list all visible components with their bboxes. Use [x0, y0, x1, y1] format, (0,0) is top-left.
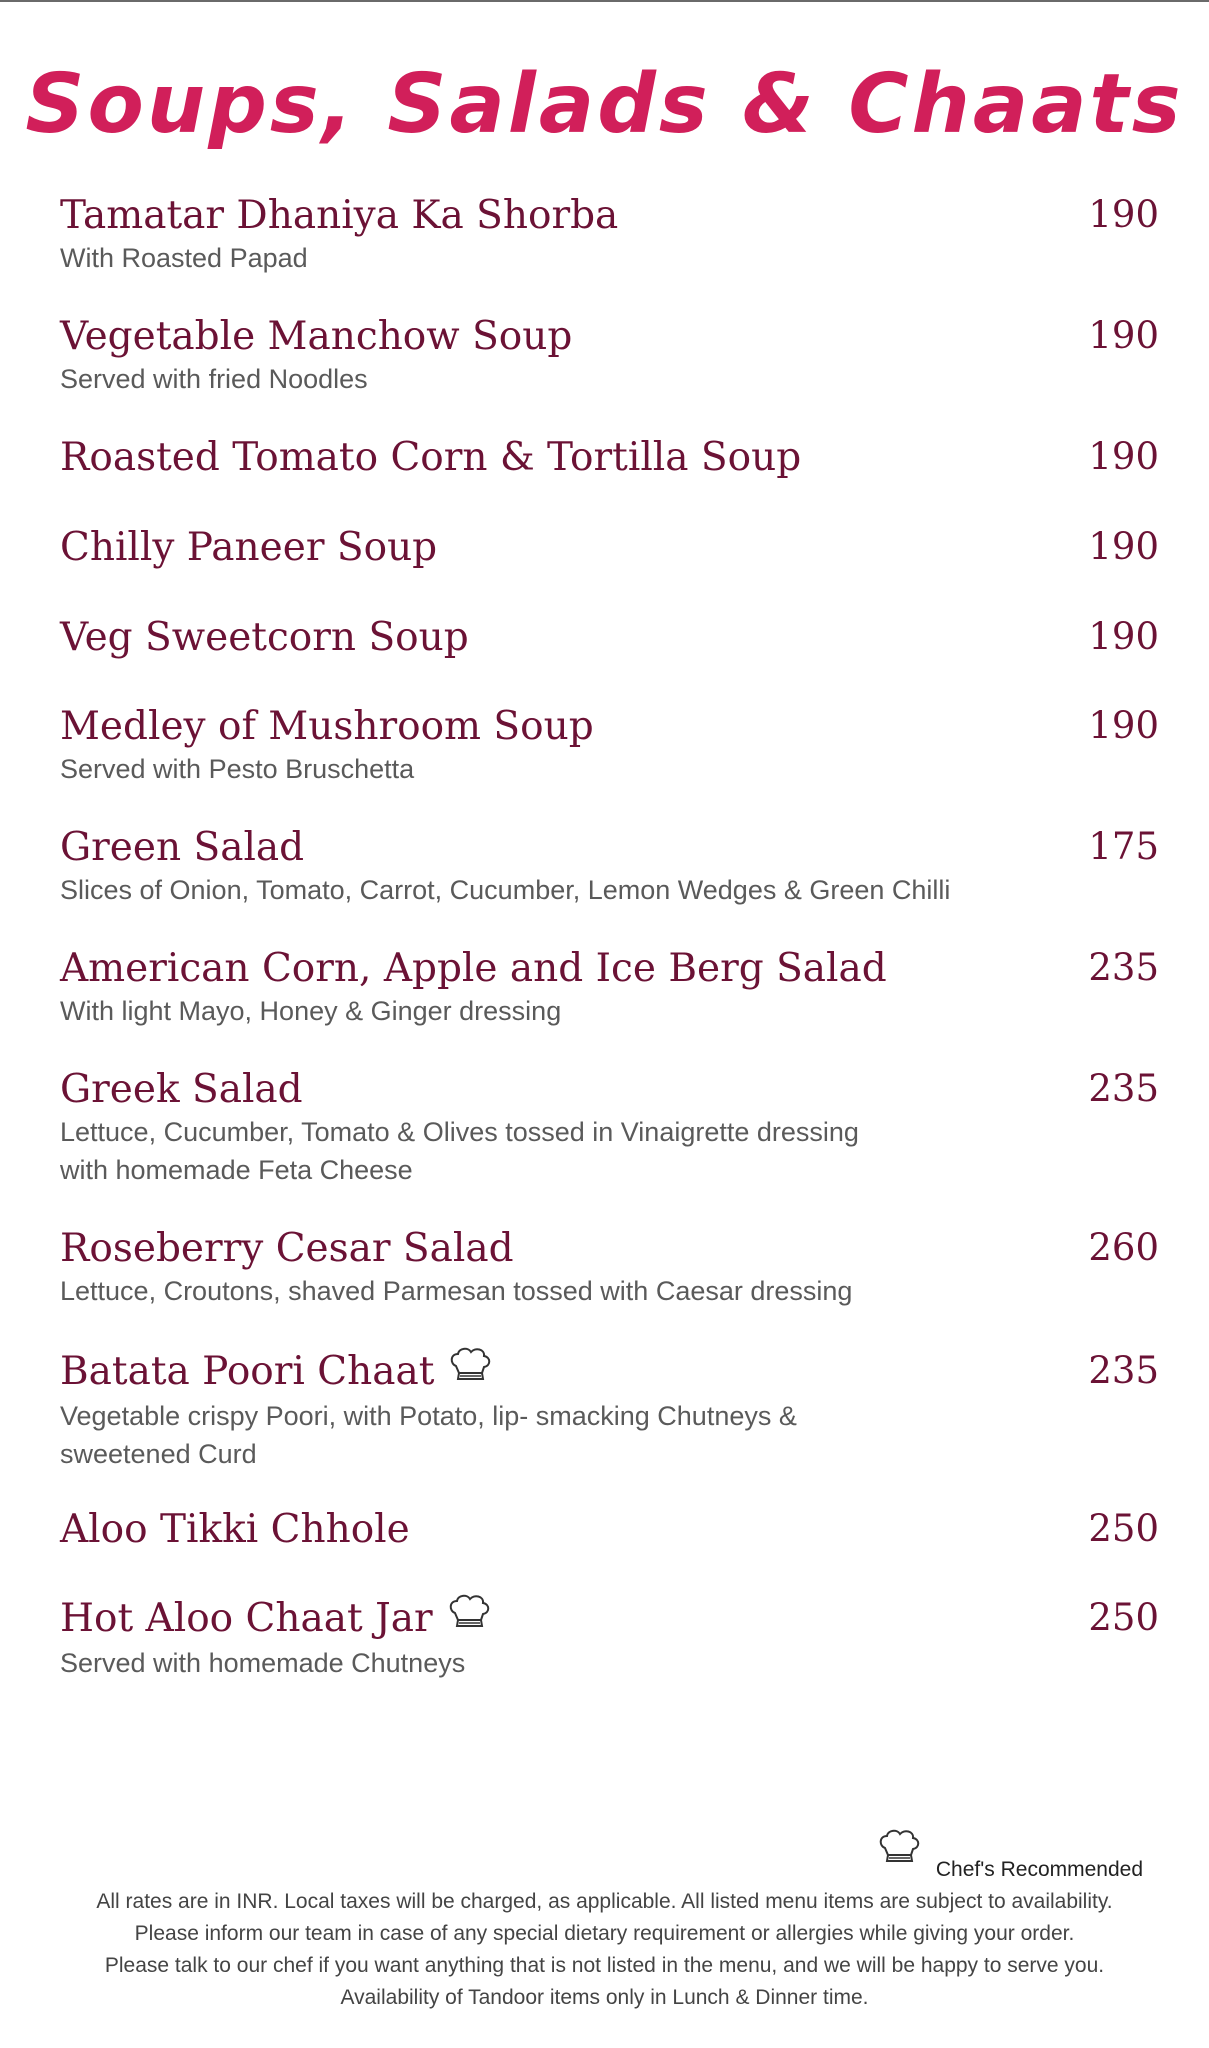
- chef-hat-icon: [447, 1593, 491, 1644]
- menu-item-name-text: Aloo Tikki Chhole: [60, 1507, 410, 1552]
- menu-item: [60, 526, 1159, 571]
- menu-item: [60, 826, 1159, 909]
- menu-item-description: Slices of Onion, Tomato, Carrot, Cucumber, Lemon Wedges & Green Chilli: [60, 874, 951, 905]
- menu-item-price: 235: [1088, 1349, 1159, 1392]
- menu-item-description: Served with Pesto Bruschetta: [60, 753, 415, 784]
- menu-item-name: [60, 705, 1159, 750]
- menu-item-price: 190: [1088, 435, 1159, 478]
- menu-item-description: Lettuce, Cucumber, Tomato & Olives tossed in Vinaigrette dressing: [60, 1116, 859, 1147]
- menu-item-price: 260: [1088, 1226, 1159, 1269]
- menu-item-description: Vegetable crispy Poori, with Potato, lip- smacking Chutneys &: [60, 1400, 797, 1431]
- menu-item-price: 235: [1088, 946, 1159, 989]
- menu-item-name-text: Roasted Tomato Corn & Tortilla Soup: [60, 435, 802, 480]
- menu-item-description: Served with fried Noodles: [60, 363, 368, 394]
- menu-item-price: 190: [1088, 314, 1159, 357]
- menu-item: [60, 315, 1159, 398]
- menu-item-price: 250: [1088, 1596, 1159, 1639]
- menu-item-name-text: Tamatar Dhaniya Ka Shorba: [60, 193, 619, 238]
- menu-item-price: 190: [1088, 704, 1159, 747]
- menu-item: [60, 1068, 1159, 1189]
- menu-item: [60, 436, 1159, 481]
- menu-item-description: sweetened Curd: [60, 1438, 257, 1469]
- menu-item-name: [60, 1508, 1159, 1553]
- menu-item-name-text: Roseberry Cesar Salad: [60, 1226, 514, 1271]
- menu-item: [60, 947, 1159, 1030]
- menu-item: [60, 194, 1159, 277]
- menu-item-description: With Roasted Papad: [60, 242, 308, 273]
- menu-item-price: 190: [1088, 193, 1159, 236]
- menu-item: [60, 705, 1159, 788]
- footer-line: Please inform our team in case of any special dietary requirement or allergies while giving your order.: [134, 1922, 1075, 1945]
- menu-item-price: 235: [1088, 1067, 1159, 1110]
- menu-item-description: Lettuce, Croutons, shaved Parmesan tossed with Caesar dressing: [60, 1275, 853, 1306]
- menu-item-price: 250: [1088, 1507, 1159, 1550]
- menu-item-name-text: Greek Salad: [60, 1067, 303, 1112]
- menu-item-name: [60, 826, 1159, 871]
- menu-item-name: [60, 315, 1159, 360]
- menu-item-name: [60, 947, 1159, 992]
- menu-item-name-text: Veg Sweetcorn Soup: [60, 615, 469, 660]
- menu-item: [60, 1597, 1159, 1682]
- menu-item-name-text: American Corn, Apple and Ice Berg Salad: [60, 946, 887, 991]
- menu-item-name: [60, 1068, 1159, 1113]
- menu-item-name-text: Batata Poori Chaat: [60, 1349, 435, 1394]
- menu-item-name: [60, 436, 1159, 481]
- menu-item: [60, 1508, 1159, 1553]
- menu-item-description: with homemade Feta Cheese: [60, 1154, 413, 1185]
- menu-item: [60, 1227, 1159, 1310]
- menu-item-name: [60, 1350, 1159, 1397]
- menu-item-name: [60, 1597, 1159, 1644]
- menu-item-name: [60, 194, 1159, 239]
- menu-item-name-text: Hot Aloo Chaat Jar: [60, 1596, 433, 1641]
- page-title: Soups, Salads & Chaats: [25, 57, 1184, 152]
- chef-hat-icon: [448, 1346, 492, 1397]
- menu-item-price: 190: [1088, 615, 1159, 658]
- footer-notes: [0, 1886, 1209, 2014]
- chef-hat-icon: [877, 1828, 921, 1872]
- menu-item: [60, 616, 1159, 661]
- menu-item-description: Served with homemade Chutneys: [60, 1647, 466, 1678]
- footer-line: All rates are in INR. Local taxes will be charged, as applicable. All listed menu items are subject to availability.: [96, 1890, 1113, 1913]
- menu-item-name-text: Green Salad: [60, 825, 305, 870]
- menu-item-price: 190: [1088, 525, 1159, 568]
- menu-item-price: 175: [1088, 825, 1159, 868]
- menu-item-name: [60, 1227, 1159, 1272]
- menu-item-description: With light Mayo, Honey & Ginger dressing: [60, 995, 562, 1026]
- menu-item: [60, 1350, 1159, 1473]
- menu-item-name: [60, 616, 1159, 661]
- menu-item-name-text: Medley of Mushroom Soup: [60, 704, 594, 749]
- legend-label: Chef's Recommended: [935, 1858, 1143, 1881]
- menu-item-name-text: Chilly Paneer Soup: [60, 525, 438, 570]
- footer-line: Availability of Tandoor items only in Lunch & Dinner time.: [340, 1986, 869, 2009]
- footer-line: Please talk to our chef if you want anything that is not listed in the menu, and we will be happy to serve you.: [104, 1954, 1105, 1977]
- menu-item-name: [60, 526, 1159, 571]
- menu-item-name-text: Vegetable Manchow Soup: [60, 314, 573, 359]
